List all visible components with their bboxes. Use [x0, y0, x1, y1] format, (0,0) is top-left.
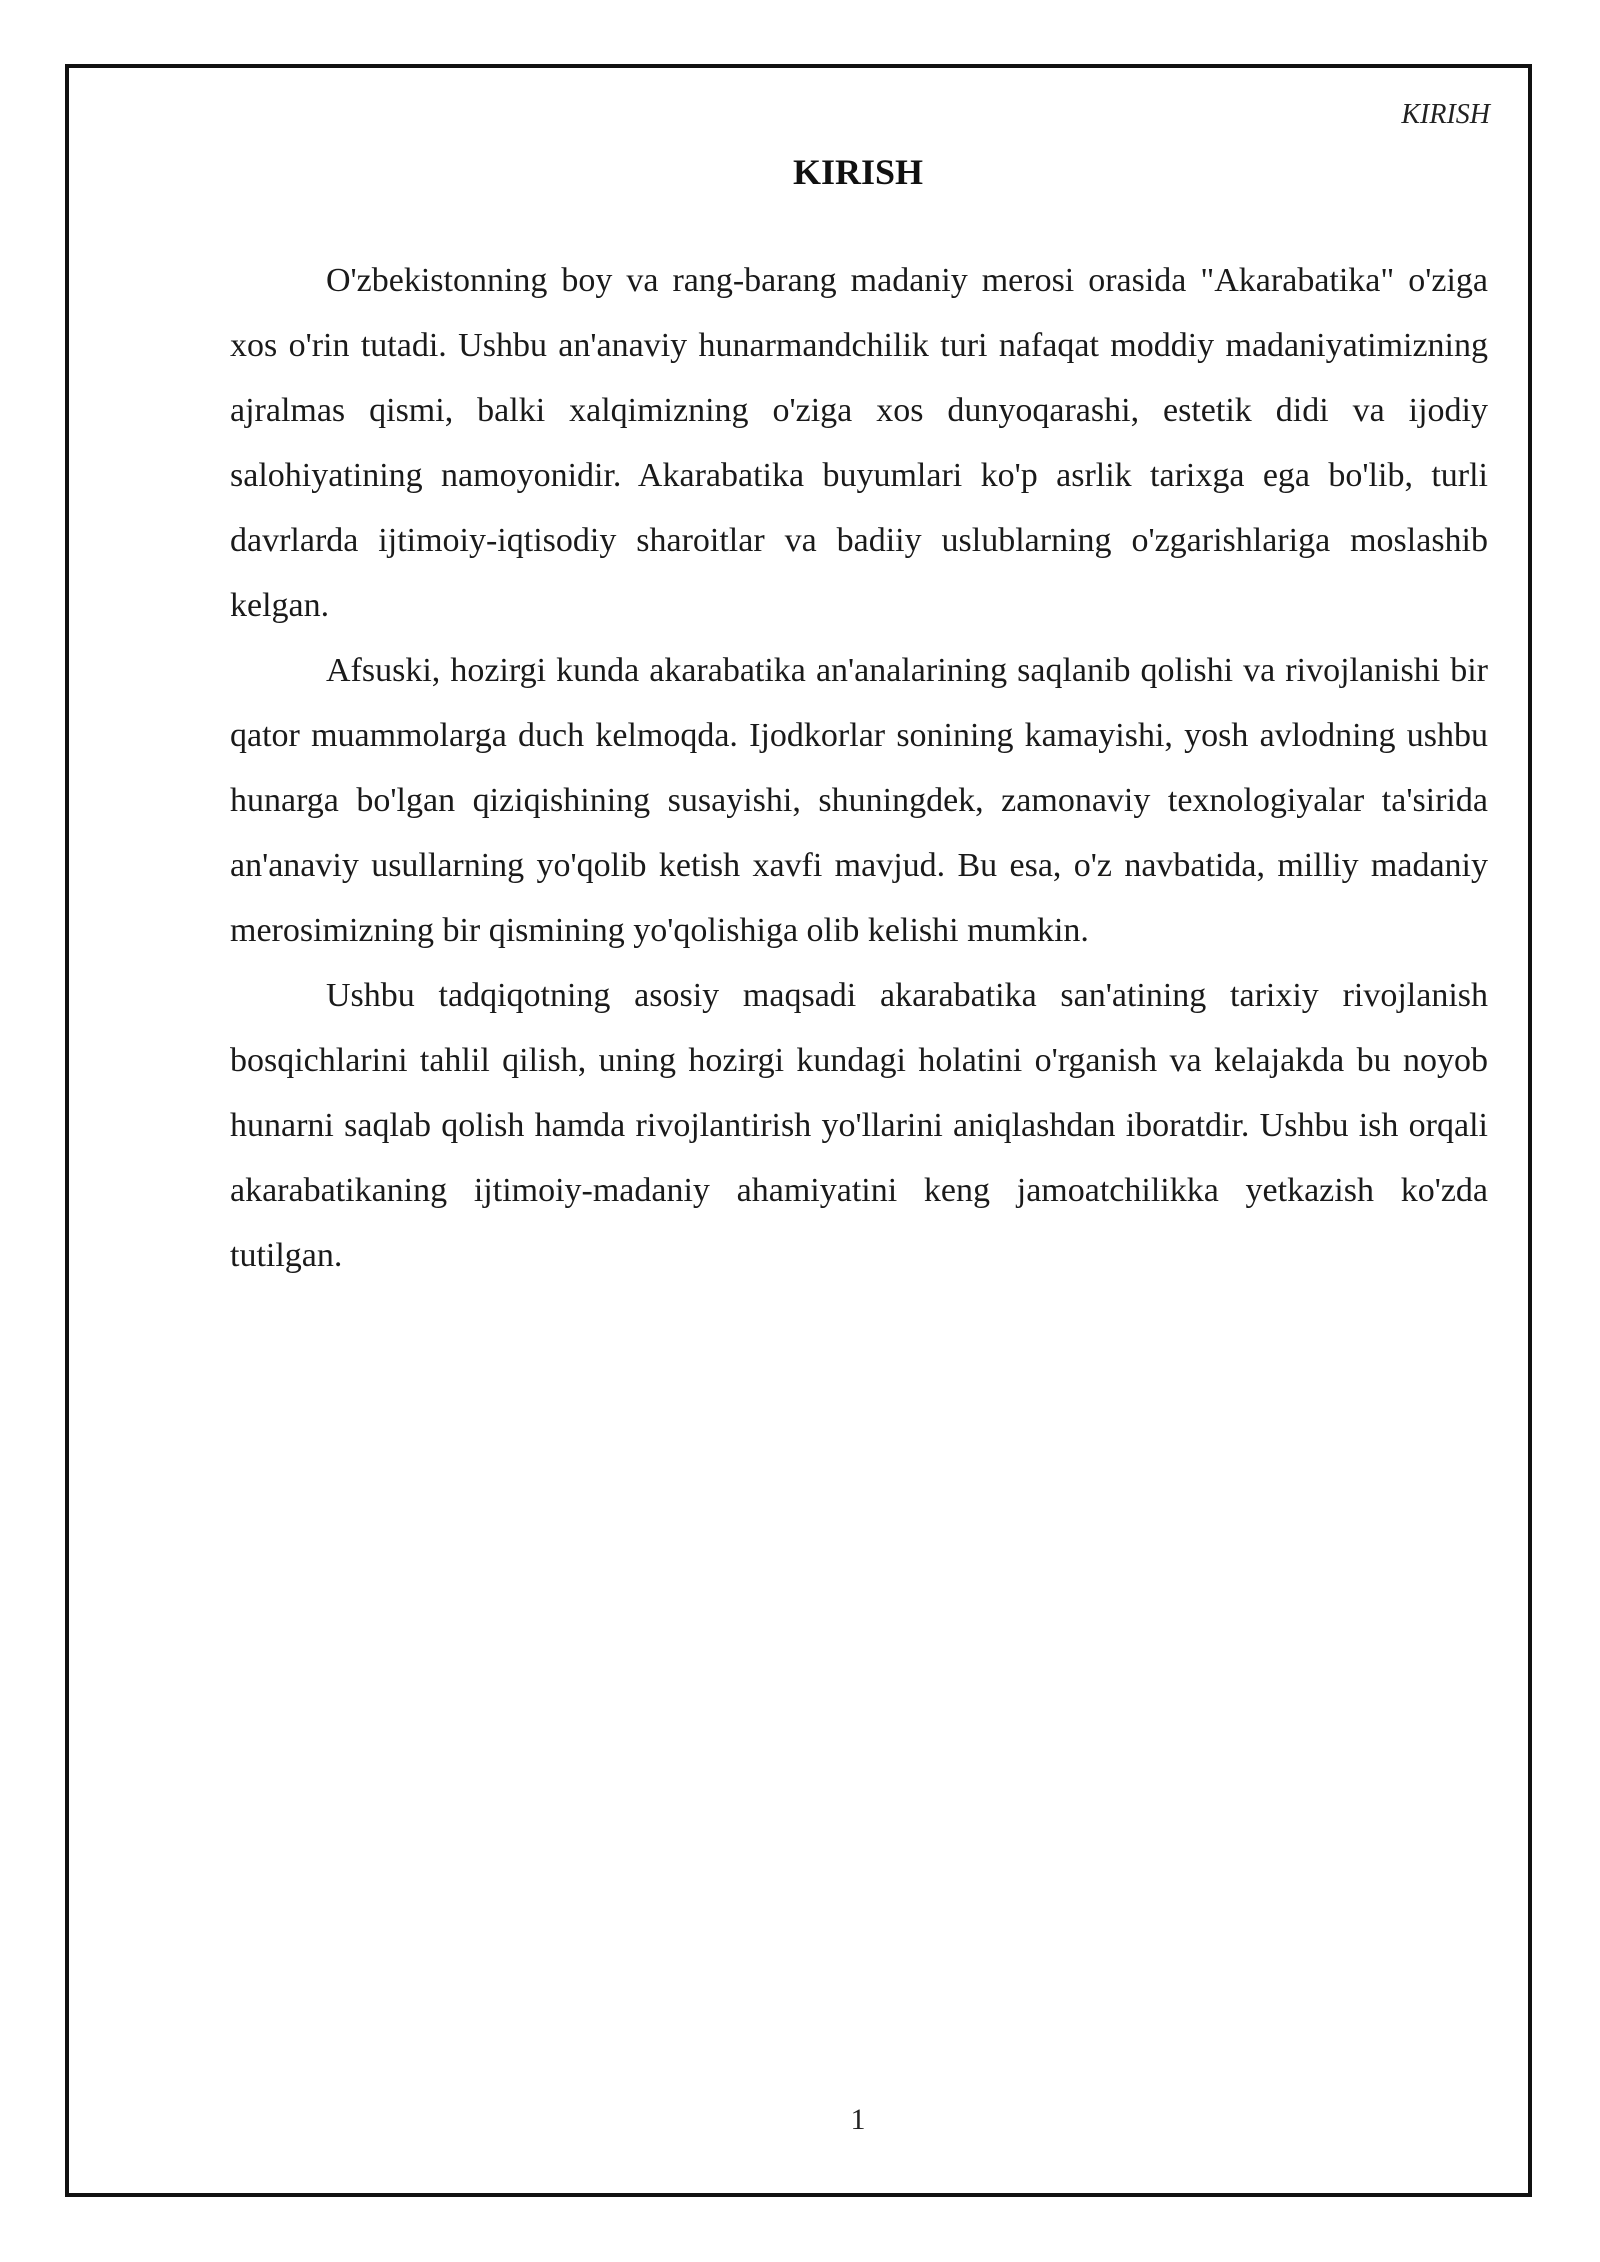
paragraph: Afsuski, hozirgi kunda akarabatika an'analarining saqlanib qolishi va rivojlanishi bir qator muammolarga duch kelmoqda. Ijodkorlar sonining kamayishi, yosh avlodning ushbu hunarga bo'lgan qiziqishining susayishi, shuningdek, zamonaviy texnologiyalar ta'sirida an'anaviy usullarning yo'qolib ketish xavfi mavjud. Bu esa, o'z navbatida, milliy madaniy merosimizning bir qismining yo'qolishiga olib kelishi mumkin.: [230, 652, 1488, 949]
paragraph: Ushbu tadqiqotning asosiy maqsadi akarabatika san'atining tarixiy rivojlanish bosqichlarini tahlil qilish, uning hozirgi kundagi holatini o'rganish va kelajakda bu noyob hunarni saqlab qolish hamda rivojlantirish yo'llarini aniqlashdan iboratdir. Ushbu ish orqali akarabatikaning ijtimoiy-madaniy ahamiyatini keng jamoatchilikka yetkazish ko'zda tutilgan.: [230, 977, 1488, 1274]
running-header: KIRISH: [1401, 99, 1490, 130]
paragraph: O'zbekistonning boy va rang-barang madaniy merosi orasida "Akarabatika" o'ziga xos o'rin tutadi. Ushbu an'anaviy hunarmandchilik turi nafaqat moddiy madaniyatimizning ajralmas qismi, balki xalqimizning o'ziga xos dunyoqarashi, estetik didi va ijodiy salohiyatining namoyonidir. Akarabatika buyumlari ko'p asrlik tarixga ega bo'lib, turli davrlarda ijtimoiy-iqtisodiy sharoitlar va badiiy uslublarning o'zgarishlariga moslashib kelgan.: [230, 262, 1488, 624]
body-text: [230, 248, 1488, 1288]
page-number: 1: [850, 2103, 866, 2136]
page-title: KIRISH: [792, 152, 924, 192]
